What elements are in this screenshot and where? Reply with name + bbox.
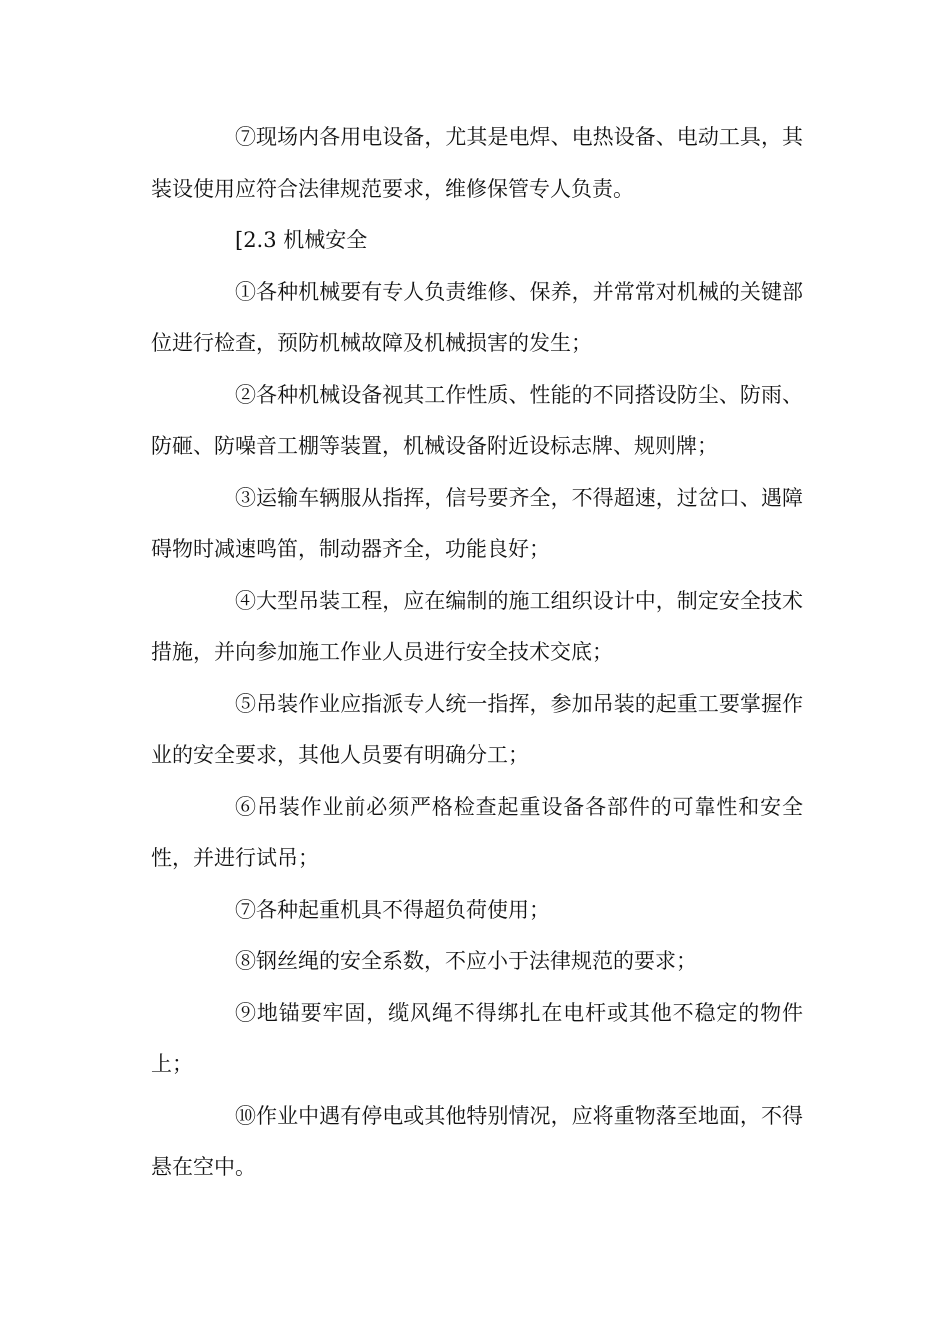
paragraph-wire-rope-safety-factor: ⑧钢丝绳的安全系数，不应小于法律规范的要求；: [235, 949, 697, 973]
paragraph-large-lifting-projects: ④大型吊装工程，应在编制的施工组织设计中，制定安全技术措施，并向参加施工作业人员进行安全技术交底；: [151, 588, 803, 664]
paragraph-machine-maintenance: ①各种机械要有专人负责维修、保养，并常常对机械的关键部位进行检查，预防机械故障及机械损害的发生；: [151, 279, 803, 355]
section-heading-mechanical-safety: [2.3 机械安全: [235, 228, 368, 252]
paragraph-no-overload: ⑦各种起重机具不得超负荷使用；: [235, 897, 550, 922]
paragraph-electrical-equipment: ⑦现场内各用电设备，尤其是电焊、电热设备、电动工具，其装设使用应符合法律规范要求，维修保管专人负责。: [151, 125, 803, 201]
paragraph-equipment-shelters: ②各种机械设备视其工作性质、性能的不同搭设防尘、防雨、防砸、防噪音工棚等装置，机械设备附近设标志牌、规则牌；: [151, 382, 803, 458]
paragraph-power-outage: ⑩作业中遇有停电或其他特别情况，应将重物落至地面，不得悬在空中。: [151, 1103, 803, 1179]
paragraph-ground-anchors: ⑨地锚要牢固，缆风绳不得绑扎在电杆或其他不稳定的物件上；: [151, 1000, 803, 1076]
paragraph-transport-vehicles: ③运输车辆服从指挥，信号要齐全，不得超速，过岔口、遇障碍物时减速鸣笛，制动器齐全，功能良好；: [151, 485, 803, 561]
paragraph-pre-lift-inspection: ⑥吊装作业前必须严格检查起重设备各部件的可靠性和安全性，并进行试吊；: [151, 794, 803, 870]
document-body: [151, 112, 803, 1194]
paragraph-lifting-command: ⑤吊装作业应指派专人统一指挥，参加吊装的起重工要掌握作业的安全要求，其他人员要有明确分工；: [151, 691, 803, 767]
